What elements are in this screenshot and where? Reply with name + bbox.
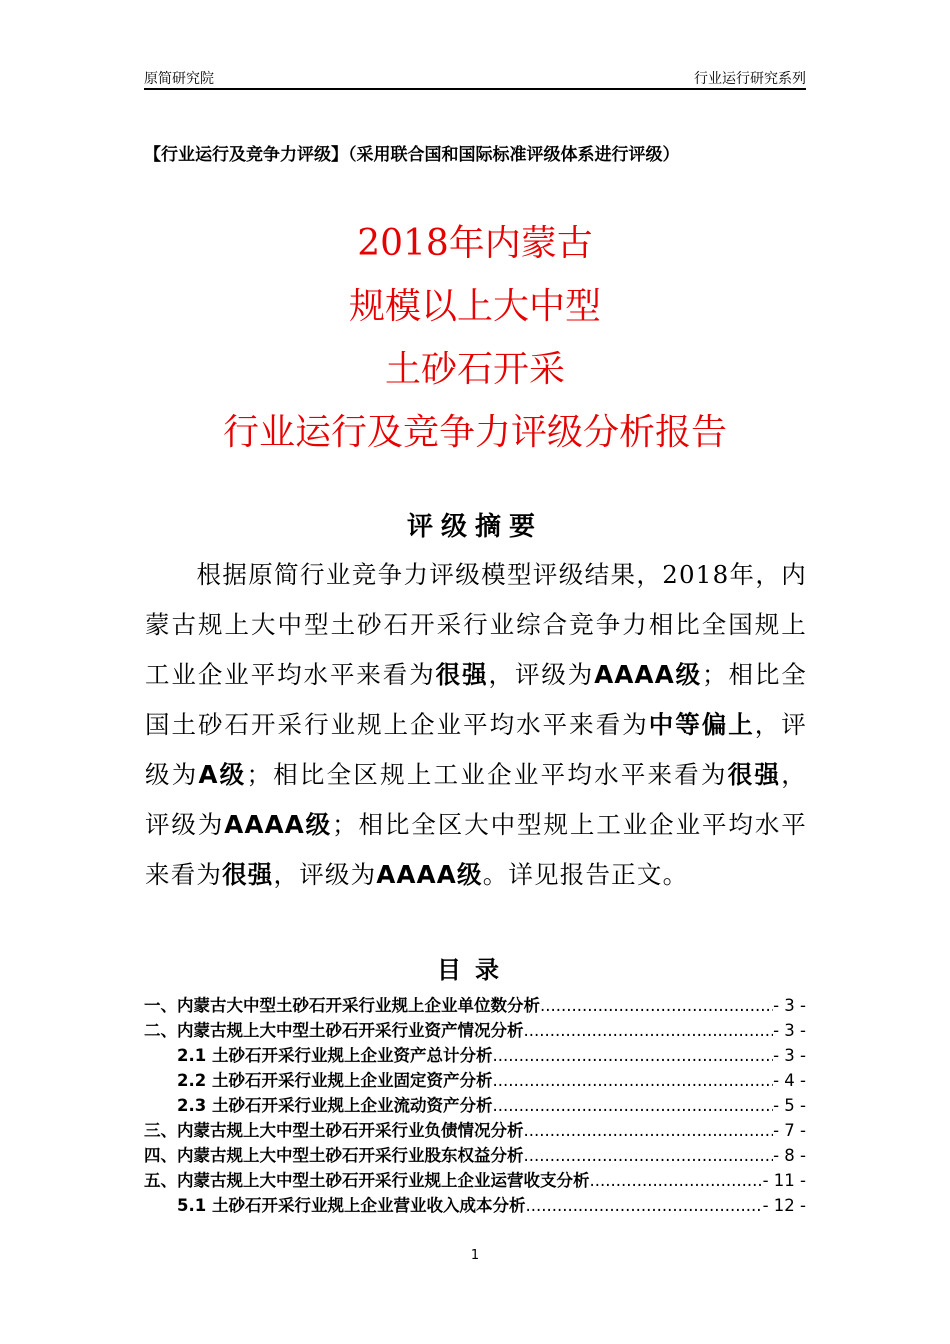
toc-leader-dots bbox=[492, 1093, 773, 1118]
rating-highlight: 很强 bbox=[727, 760, 782, 789]
summary-paragraph bbox=[145, 550, 807, 900]
toc-leader-dots bbox=[524, 1018, 774, 1043]
toc-entry-page: - 3 - bbox=[773, 1021, 806, 1040]
header-org: 原简研究院 bbox=[144, 71, 214, 87]
summary-text: 根据原简行业竞争力评级模型评级结果，2018年，内蒙古规上大中型土砂石开采行业综合竞争力相比全国规上工业企业平均水平来看为 bbox=[145, 560, 807, 689]
toc-entry-page: - 4 - bbox=[773, 1071, 806, 1090]
rating-highlight: 很强 bbox=[222, 860, 274, 889]
summary-heading: 评级摘要 bbox=[406, 512, 543, 542]
toc-leader-dots bbox=[492, 1043, 773, 1068]
toc-heading: 目录 bbox=[437, 956, 513, 984]
toc-entry-label: 一、内蒙古大中型土砂石开采行业规上企业单位数分析 bbox=[144, 996, 540, 1015]
toc-leader-dots bbox=[540, 993, 773, 1018]
toc-entry-page: - 3 - bbox=[773, 1046, 806, 1065]
toc-leader-dots bbox=[524, 1143, 774, 1168]
summary-text: ，评级为 bbox=[488, 660, 595, 689]
toc-leader-dots bbox=[524, 1118, 774, 1143]
toc-entry-label: 5.1 土砂石开采行业规上企业营业收入成本分析 bbox=[177, 1196, 526, 1215]
toc-entry-page: - 8 - bbox=[773, 1146, 806, 1165]
toc-entry-label: 2.3 土砂石开采行业规上企业流动资产分析 bbox=[177, 1096, 493, 1115]
rating-highlight: A级 bbox=[198, 760, 247, 789]
toc-entry-label: 2.1 土砂石开采行业规上企业资产总计分析 bbox=[177, 1046, 493, 1065]
toc-entry[interactable] bbox=[144, 1043, 806, 1068]
report-title bbox=[0, 212, 950, 464]
summary-text: ，评级为 bbox=[145, 760, 807, 839]
toc-entry-page: - 11 - bbox=[762, 1171, 806, 1190]
title-line: 行业运行及竞争力评级分析报告 bbox=[222, 412, 727, 453]
toc-entry-label: 2.2 土砂石开采行业规上企业固定资产分析 bbox=[177, 1071, 493, 1090]
rating-highlight: AAAA级 bbox=[224, 810, 333, 839]
summary-text: 。详见报告正文。 bbox=[482, 860, 689, 889]
page-number: 1 bbox=[470, 1248, 480, 1263]
table-of-contents bbox=[144, 993, 806, 1218]
toc-entry[interactable] bbox=[144, 1093, 806, 1118]
title-line: 土砂石开采 bbox=[384, 349, 565, 390]
title-line: 2018年内蒙古 bbox=[357, 223, 593, 264]
summary-text: ；相比全区大中型规上工业企业平均水平来看为 bbox=[145, 810, 807, 889]
rating-highlight: AAAA级 bbox=[594, 660, 703, 689]
toc-entry-page: - 3 - bbox=[773, 996, 806, 1015]
rating-highlight: 很强 bbox=[435, 660, 489, 689]
toc-entry-page: - 7 - bbox=[773, 1121, 806, 1140]
toc-leader-dots bbox=[492, 1068, 773, 1093]
header-series: 行业运行研究系列 bbox=[694, 71, 806, 87]
toc-entry[interactable] bbox=[144, 1143, 806, 1168]
toc-entry-label: 五、内蒙古规上大中型土砂石开采行业规上企业运营收支分析 bbox=[144, 1171, 590, 1190]
summary-text: ；相比全国土砂石开采行业规上企业平均水平来看为 bbox=[145, 660, 807, 739]
toc-entry[interactable] bbox=[144, 993, 806, 1018]
toc-leader-dots bbox=[590, 1168, 763, 1193]
toc-entry[interactable] bbox=[144, 1068, 806, 1093]
toc-entry[interactable] bbox=[144, 1168, 806, 1193]
title-line: 规模以上大中型 bbox=[348, 286, 601, 327]
rating-highlight: AAAA级 bbox=[376, 860, 483, 889]
toc-entry[interactable] bbox=[144, 1118, 806, 1143]
summary-text: ；相比全区规上工业企业平均水平来看为 bbox=[246, 760, 728, 789]
toc-leader-dots bbox=[525, 1193, 762, 1218]
toc-entry-page: - 5 - bbox=[773, 1096, 806, 1115]
rating-tag-line: 【行业运行及竞争力评级】（采用联合国和国际标准评级体系进行评级） bbox=[144, 145, 680, 165]
summary-text: ，评级为 bbox=[273, 860, 377, 889]
toc-entry-label: 三、内蒙古规上大中型土砂石开采行业负债情况分析 bbox=[144, 1121, 524, 1140]
toc-entry[interactable] bbox=[144, 1018, 806, 1043]
toc-entry-page: - 12 - bbox=[762, 1196, 806, 1215]
rating-highlight: 中等偏上 bbox=[648, 710, 755, 739]
toc-entry-label: 四、内蒙古规上大中型土砂石开采行业股东权益分析 bbox=[144, 1146, 524, 1165]
summary-text: ，评级为 bbox=[145, 710, 807, 789]
page-header bbox=[144, 68, 806, 90]
toc-entry-label: 二、内蒙古规上大中型土砂石开采行业资产情况分析 bbox=[144, 1021, 524, 1040]
toc-entry[interactable] bbox=[144, 1193, 806, 1218]
